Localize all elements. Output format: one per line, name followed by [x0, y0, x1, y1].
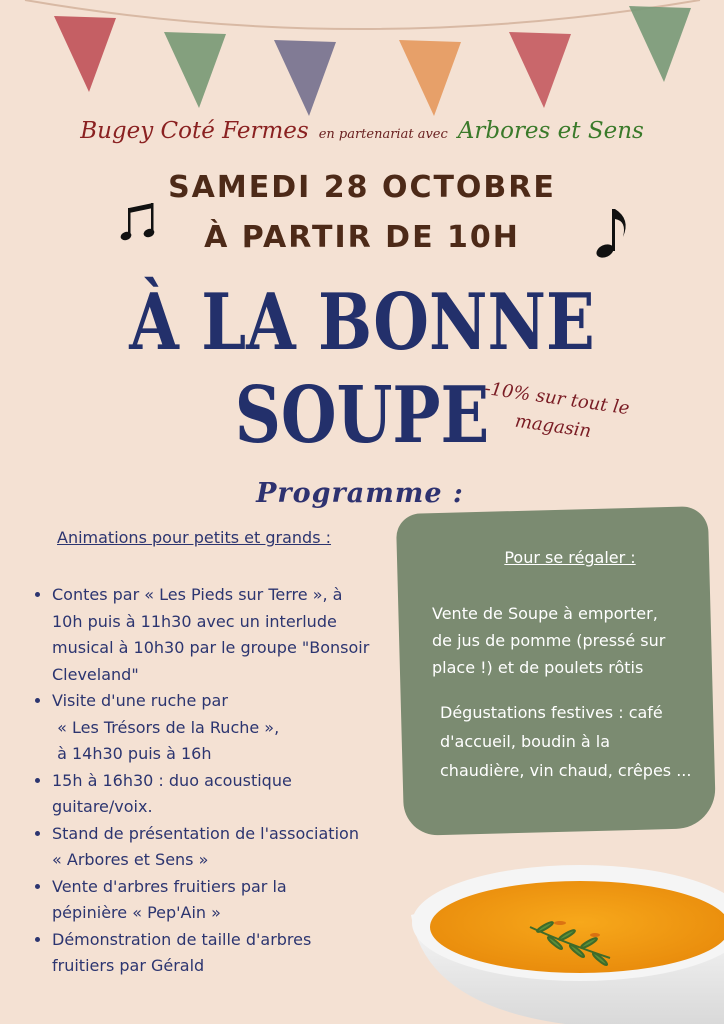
event-title-line1: À LA BONNE	[129, 277, 595, 368]
tasting-line: d'accueil, boudin à la	[440, 732, 611, 751]
bunting-flag	[509, 32, 571, 108]
list-item	[52, 821, 422, 874]
food-line: Vente de Soupe à emporter,	[432, 604, 658, 623]
discount-line2: magasin	[513, 410, 593, 442]
food-line: place !) et de poulets rôtis	[432, 658, 644, 677]
activity-line: • Visite d'une ruche par	[52, 691, 228, 710]
bunting-garland	[0, 0, 724, 120]
activity-line: • Vente d'arbres fruitiers par la	[52, 876, 287, 896]
activity-line: à 14h30 puis à 16h	[52, 744, 212, 763]
activity-line: guitare/voix.	[52, 797, 153, 816]
activity-line: pépinière « Pep'Ain »	[52, 903, 221, 922]
activity-line: musical à 10h30 par le groupe "Bonsoir	[52, 638, 370, 657]
tasting-line: Dégustations festives : café	[440, 703, 663, 722]
music-note-icon	[585, 205, 633, 265]
event-start-time: À PARTIR DE 10H	[204, 220, 520, 255]
food-sales-text	[432, 600, 707, 681]
partners-line	[0, 118, 724, 144]
activity-line: • Contes par « Les Pieds sur Terre », à	[52, 585, 343, 604]
org-arbores-et-sens: Arbores et Sens	[457, 118, 644, 144]
activities-list	[30, 582, 422, 980]
activity-line: « Arbores et Sens »	[52, 850, 209, 869]
food-line: de jus de pomme (pressé sur	[432, 631, 666, 650]
tasting-line: chaudière, vin chaud, crêpes ...	[440, 761, 692, 780]
activity-line: • Stand de présentation de l'association	[52, 823, 359, 843]
bunting-flag	[274, 40, 336, 116]
activity-line: • 15h à 16h30 : duo acoustique	[52, 770, 292, 790]
tasting-text	[440, 698, 715, 785]
soup-bowl-illustration	[405, 855, 724, 1024]
food-panel-heading: Pour se régaler :	[504, 548, 636, 567]
activity-line: fruitiers par Gérald	[52, 956, 205, 975]
discount-line1: -10% sur tout le	[483, 378, 631, 420]
list-item	[52, 582, 422, 688]
activity-line: « Les Trésors de la Ruche »,	[52, 717, 280, 737]
event-title-line2: SOUPE	[234, 370, 490, 461]
partnership-connector: en partenariat avec	[318, 127, 448, 142]
programme-heading: Programme :	[256, 478, 464, 509]
bunting-flag	[164, 32, 226, 108]
animations-heading: Animations pour petits et grands :	[57, 528, 332, 547]
bunting-flag	[629, 6, 691, 82]
list-item	[52, 688, 422, 768]
activity-line: Cleveland"	[52, 664, 139, 684]
list-item	[52, 768, 422, 821]
bunting-flag	[399, 40, 461, 116]
music-notes-icon	[120, 200, 160, 246]
event-date: SAMEDI 28 OCTOBRE	[168, 170, 556, 205]
list-item	[52, 874, 422, 927]
org-bugey-cote-fermes: Bugey Coté Fermes	[80, 118, 309, 144]
bunting-flag	[54, 16, 116, 92]
activity-line: • Démonstration de taille d'arbres	[52, 929, 312, 949]
activity-line: 10h puis à 11h30 avec un interlude	[52, 611, 337, 631]
list-item	[52, 927, 422, 980]
